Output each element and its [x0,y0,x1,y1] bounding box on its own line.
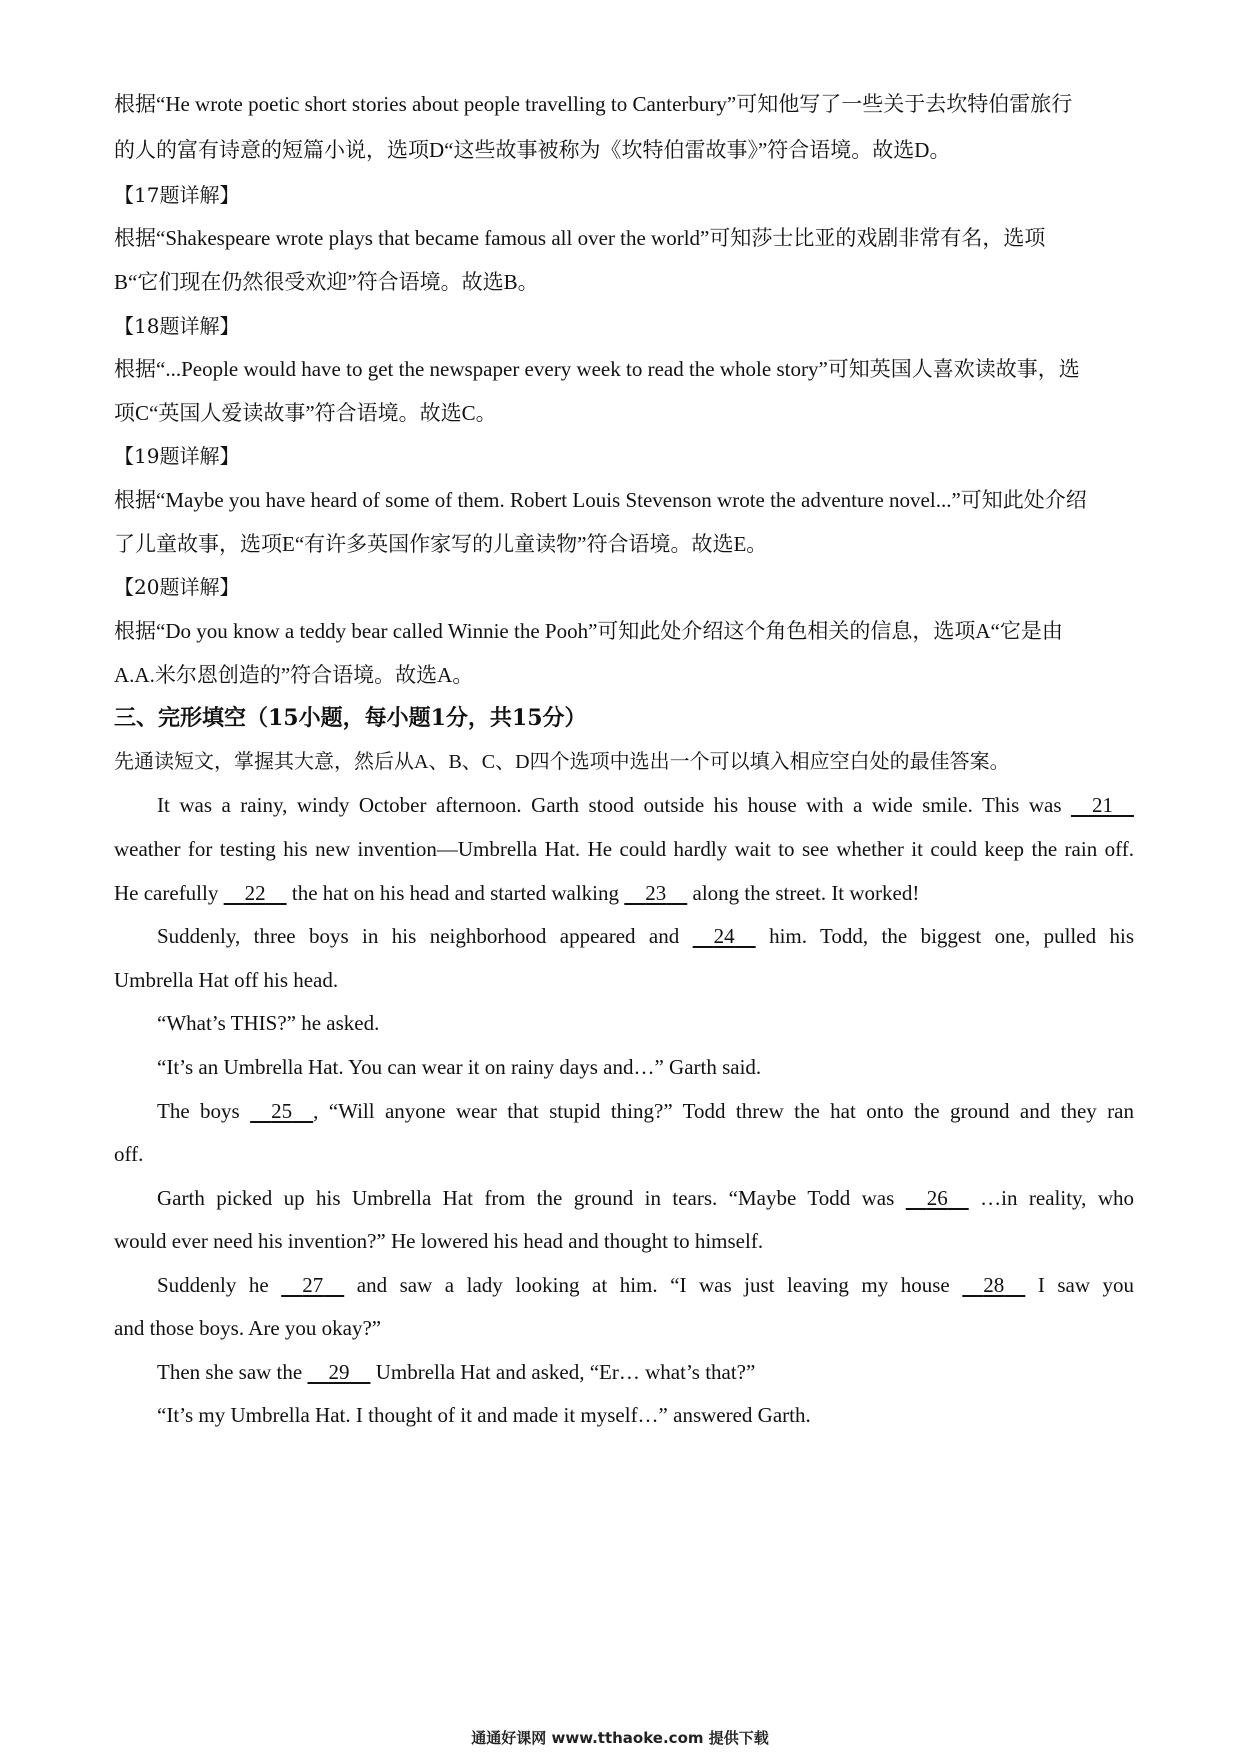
passage-line-13: and those boys. Are you okay?” [114,1316,382,1340]
blank-22 [224,878,287,908]
passage-text: Umbrella Hat and asked, “Er… what’s that?” [375,1360,756,1384]
blank-26 [906,1183,969,1213]
passage-line-8 [157,1096,1134,1126]
passage-line-5: Umbrella Hat off his head. [114,968,339,992]
passage-text: and saw a lady looking at him. “I was just leaving my house [356,1273,950,1297]
q18-heading: 【18题详解】 [114,314,240,338]
passage-line-6: “What’s THIS?” he asked. [157,1011,380,1035]
blank-27 [281,1270,344,1300]
q19-heading: 【19题详解】 [114,444,240,468]
passage-text: …in reality, who [980,1186,1134,1210]
passage-text: him. Todd, the biggest one, pulled his [769,924,1134,948]
q16-explanation-line2: 的人的富有诗意的短篇小说，选项D“这些故事被称为《坎特伯雷故事》”符合语境。故选D。 [114,138,951,162]
q17-heading: 【17题详解】 [114,183,240,207]
passage-text: He carefully [114,881,219,905]
q20-heading: 【20题详解】 [114,575,240,599]
passage-line-3 [114,878,1134,908]
passage-text: Suddenly, three boys in his neighborhood appeared and [157,924,680,948]
q18-explanation-line2: 项C“英国人爱读故事”符合语境。故选C。 [114,401,497,425]
passage-text: Garth picked up his Umbrella Hat from the ground in tears. “Maybe Todd was [157,1186,895,1210]
passage-text: It was a rainy, windy October afternoon. Garth stood outside his house with a wide smile. This was [157,793,1062,817]
blank-29-number: 29 [328,1360,350,1384]
q19-explanation-line1: 根据“Maybe you have heard of some of them. Robert Louis Stevenson wrote the adventure novel...”可知此处介绍 [114,488,1087,512]
page-footer: 通通好课网 www.tthaoke.com 提供下载 [471,1729,769,1747]
blank-29 [307,1357,370,1387]
blank-27-number: 27 [302,1273,324,1297]
q20-explanation-line1: 根据“Do you know a teddy bear called Winnie the Pooh”可知此处介绍这个角色相关的信息，选项A“它是由 [114,619,1063,643]
passage-text: Suddenly he [157,1273,269,1297]
passage-line-2: weather for testing his new invention—Umbrella Hat. He could hardly wait to see whether it could keep the rain off. [114,837,1134,861]
blank-26-number: 26 [926,1186,948,1210]
passage-line-4 [157,921,1134,951]
blank-22-number: 22 [244,881,266,905]
q19-explanation-line2: 了儿童故事，选项E“有许多英国作家写的儿童读物”符合语境。故选E。 [114,532,768,556]
passage-text: Then she saw the [157,1360,303,1384]
passage-line-12 [157,1270,1134,1300]
q20-explanation-line2: A.A.米尔恩创造的”符合语境。故选A。 [114,663,474,687]
blank-21-number: 21 [1092,793,1113,817]
passage-text: , “Will anyone wear that stupid thing?” Todd threw the hat onto the ground and they ran [313,1099,1134,1123]
blank-23-number: 23 [645,881,667,905]
blank-25 [250,1096,313,1126]
passage-line-15: “It’s my Umbrella Hat. I thought of it and made it myself…” answered Garth. [157,1403,811,1427]
passage-text: the hat on his head and started walking [291,881,620,905]
q16-explanation-line1: 根据“He wrote poetic short stories about people travelling to Canterbury”可知他写了一些关于去坎特伯雷旅行 [114,92,1073,116]
blank-28 [962,1270,1025,1300]
blank-24-number: 24 [713,924,735,948]
passage-line-9: off. [114,1142,144,1166]
blank-28-number: 28 [983,1273,1005,1297]
passage-text: along the street. It worked! [692,881,920,905]
passage-line-10 [157,1183,1134,1213]
passage-line-7: “It’s an Umbrella Hat. You can wear it on rainy days and…” Garth said. [157,1055,762,1079]
section-title: 三、完形填空（15小题，每小题1分，共15分） [114,705,587,731]
q18-explanation-line1: 根据“...People would have to get the newspaper every week to read the whole story”可知英国人喜欢读故事，选 [114,357,1080,381]
q17-explanation-line2: B“它们现在仍然很受欢迎”符合语境。故选B。 [114,270,539,294]
q17-explanation-line1: 根据“Shakespeare wrote plays that became famous all over the world”可知莎士比亚的戏剧非常有名，选项 [114,226,1046,250]
passage-line-1 [157,790,1134,820]
passage-line-14 [157,1357,1134,1387]
passage-text: I saw you [1037,1273,1135,1297]
passage-line-11: would ever need his invention?” He lowered his head and thought to himself. [114,1229,764,1253]
passage-text: The boys [157,1099,240,1123]
blank-25-number: 25 [271,1099,293,1123]
section-instruction: 先通读短文，掌握其大意，然后从A、B、C、D四个选项中选出一个可以填入相应空白处的最佳答案。 [114,751,1010,773]
blank-24 [693,921,756,951]
blank-23 [624,878,687,908]
blank-21 [1071,790,1134,820]
